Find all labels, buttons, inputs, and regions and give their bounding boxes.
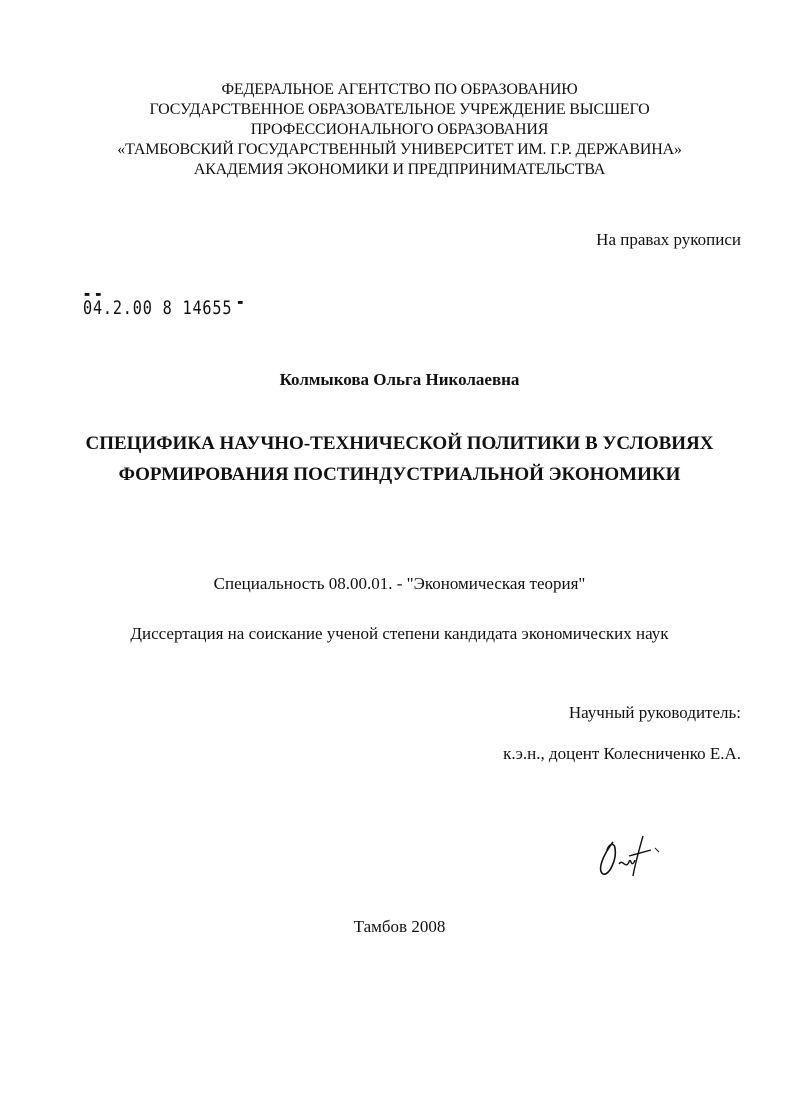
manuscript-note: На правах рукописи	[596, 230, 741, 249]
supervisor-name: к.э.н., доцент Колесниченко Е.А.	[503, 744, 741, 763]
header-line: ПРОФЕССИОНАЛЬНОГО ОБРАЗОВАНИЯ	[250, 121, 549, 138]
institution-header	[0, 80, 799, 180]
header-line: АКАДЕМИЯ ЭКОНОМИКИ И ПРЕДПРИНИМАТЕЛЬСТВА	[193, 161, 606, 178]
header-line: «ТАМБОВСКИЙ ГОСУДАРСТВЕННЫЙ УНИВЕРСИТЕТ ИМ. Г.Р. ДЕРЖАВИНА»	[117, 141, 682, 158]
header-line: ГОСУДАРСТВЕННОЕ ОБРАЗОВАТЕЛЬНОЕ УЧРЕЖДЕНИЕ ВЫСШЕГО	[149, 101, 650, 118]
dissertation-title	[0, 428, 799, 490]
header-line: ФЕДЕРАЛЬНОЕ АГЕНТСТВО ПО ОБРАЗОВАНИЮ	[221, 81, 578, 98]
supervisor-label: Научный руководитель:	[568, 703, 741, 722]
city-year: Тамбов 2008	[353, 917, 446, 936]
stamp-mark: ▬ ▬	[84, 289, 102, 300]
registration-stamp	[83, 289, 244, 319]
registration-number: 04.2.00 8 14655	[83, 297, 233, 319]
signature	[595, 830, 685, 885]
dissertation-degree: Диссертация на соискание ученой степени кандидата экономических наук	[130, 624, 669, 643]
author-name: Колмыкова Ольга Николаевна	[279, 370, 520, 389]
title-line: ФОРМИРОВАНИЯ ПОСТИНДУСТРИАЛЬНОЙ ЭКОНОМИКИ	[118, 464, 681, 485]
stamp-mark: ▬	[232, 297, 244, 308]
title-line: СПЕЦИФИКА НАУЧНО-ТЕХНИЧЕСКОЙ ПОЛИТИКИ В УСЛОВИЯХ	[85, 433, 714, 454]
specialty: Специальность 08.00.01. - "Экономическая теория"	[213, 574, 586, 593]
